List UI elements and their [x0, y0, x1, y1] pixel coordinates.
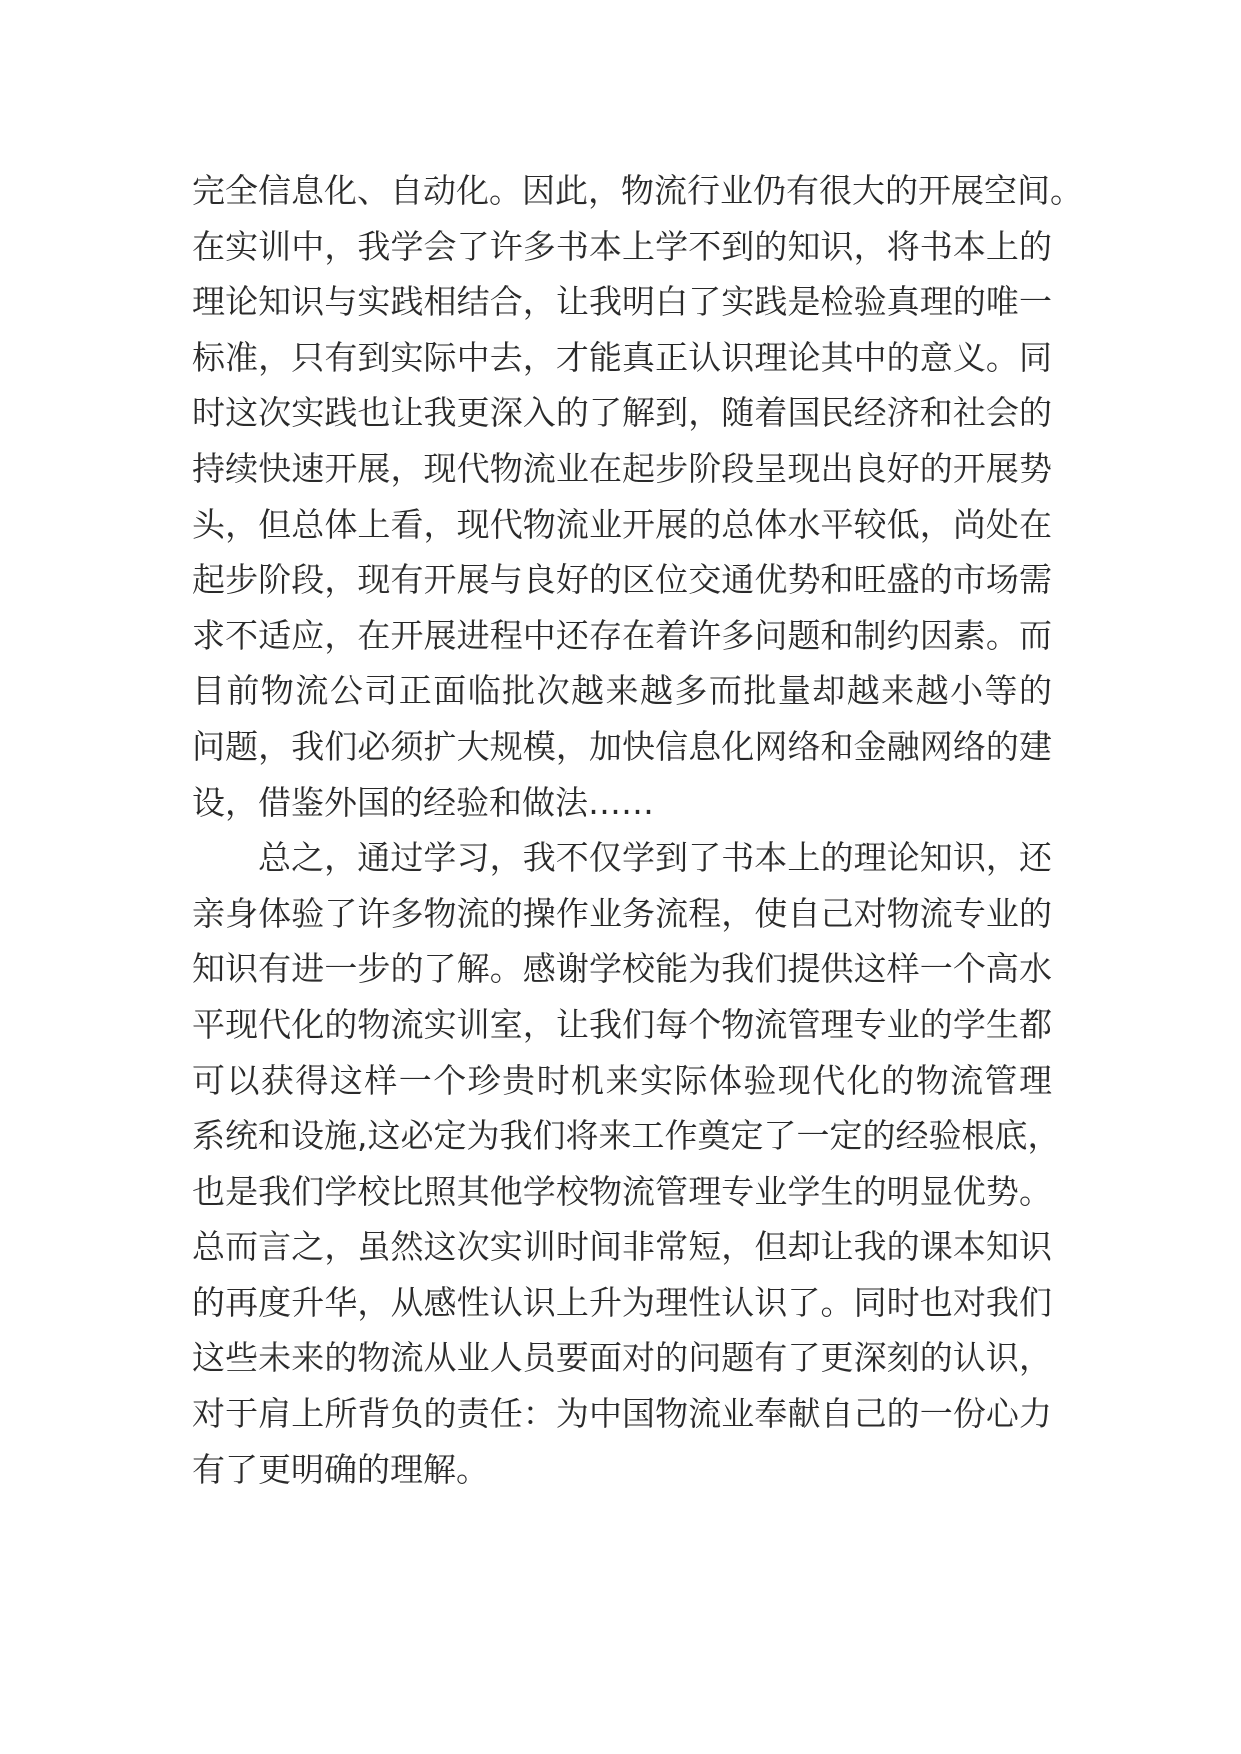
text-line: 可以获得这样一个珍贵时机来实际体验现代化的物流管理 [192, 1060, 1052, 1100]
text-line: 时这次实践也让我更深入的了解到，随着国民经济和社会的 [192, 393, 1052, 433]
text-line: 求不适应，在开展进程中还存在着许多问题和制约因素。而 [192, 615, 1052, 655]
text-line: 问题，我们必须扩大规模，加快信息化网络和金融网络的建 [192, 726, 1052, 766]
text-line: 平现代化的物流实训室，让我们每个物流管理专业的学生都 [192, 1004, 1052, 1044]
text-line: 目前物流公司正面临批次越来越多而批量却越来越小等的 [192, 671, 1052, 711]
text-line: 的再度升华，从感性认识上升为理性认识了。同时也对我们 [192, 1282, 1052, 1322]
document-body [192, 163, 1083, 1497]
text-line: 标准，只有到实际中去，才能真正认识理论其中的意义。同 [192, 337, 1052, 377]
text-line: 知识有进一步的了解。感谢学校能为我们提供这样一个高水 [192, 949, 1052, 989]
text-line: 起步阶段，现有开展与良好的区位交通优势和旺盛的市场需 [192, 560, 1052, 600]
paragraph-end-line: 有了更明确的理解。 [192, 1449, 489, 1489]
text-line: 完全信息化、自动化。因此，物流行业仍有很大的开展空间。 [192, 171, 1083, 210]
text-line: 在实训中，我学会了许多书本上学不到的知识，将书本上的 [192, 226, 1052, 266]
paragraph-end-line: 设，借鉴外国的经验和做法…… [192, 782, 654, 822]
text-line: 理论知识与实践相结合，让我明白了实践是检验真理的唯一 [192, 282, 1052, 322]
text-line: 头，但总体上看，现代物流业开展的总体水平较低，尚处在 [192, 504, 1052, 544]
paragraph-first-line: 总之，通过学习，我不仅学到了书本上的理论知识，还 [258, 838, 1052, 878]
text-line: 这些未来的物流从业人员要面对的问题有了更深刻的认识， [192, 1338, 1052, 1378]
text-line: 系统和设施,这必定为我们将来工作奠定了一定的经验根底， [192, 1116, 1061, 1156]
text-line: 总而言之，虽然这次实训时间非常短，但却让我的课本知识 [192, 1227, 1052, 1267]
text-line: 亲身体验了许多物流的操作业务流程，使自己对物流专业的 [192, 893, 1052, 933]
text-line: 也是我们学校比照其他学校物流管理专业学生的明显优势。 [192, 1171, 1052, 1211]
text-line: 持续快速开展，现代物流业在起步阶段呈现出良好的开展势 [192, 448, 1052, 488]
text-line: 对于肩上所背负的责任：为中国物流业奉献自己的一份心力 [192, 1394, 1052, 1434]
